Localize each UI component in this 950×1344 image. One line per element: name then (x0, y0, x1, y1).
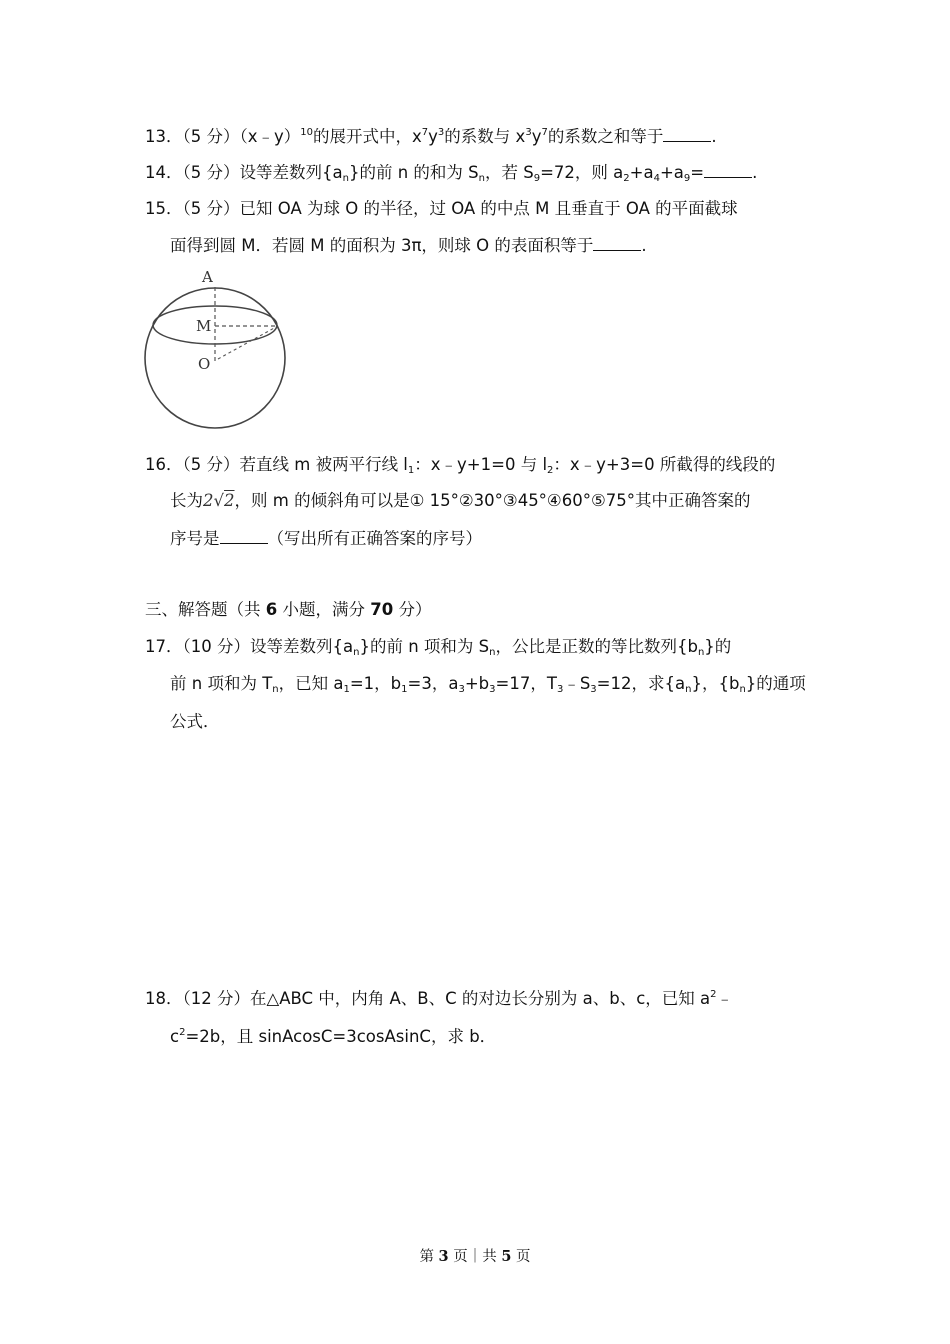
page-footer (0, 1245, 950, 1266)
superscript: 2 (710, 989, 717, 1000)
text: ，公比是正数的等比数列{b (495, 637, 698, 656)
text: 的系数与 x (444, 127, 526, 146)
text: }的 (704, 637, 732, 656)
question-14 (145, 161, 757, 185)
subscript: 1 (401, 684, 408, 695)
text: ﹣ (716, 989, 734, 1008)
text: 的系数之和等于 (547, 127, 664, 146)
text: 页｜共 (448, 1249, 502, 1265)
text: 序号是 (170, 529, 220, 548)
answer-blank[interactable] (593, 236, 641, 251)
question-13 (145, 125, 717, 149)
superscript: 3 (437, 127, 445, 138)
total-pages: 5 (501, 1248, 512, 1265)
point-o-label: O (198, 355, 211, 373)
text: = (690, 163, 705, 182)
text: 分） (393, 600, 432, 619)
text: }的前 n 的和为 S (348, 163, 479, 182)
question-number: 16． (145, 455, 183, 474)
text: ，若 S (484, 163, 534, 182)
text: 设等差数列{a (250, 637, 354, 656)
subscript: 4 (653, 173, 660, 184)
text: 页 (511, 1249, 531, 1265)
score: （5 分） (182, 127, 240, 146)
subscript: 3 (556, 684, 564, 695)
question-18-line-2 (170, 1025, 496, 1049)
subscript: 1 (343, 684, 350, 695)
text: =12，求{a (596, 674, 686, 693)
question-17-line-3 (170, 710, 220, 734)
text: =1，b (349, 674, 402, 693)
question-16 (145, 453, 775, 477)
subscript: n (739, 684, 746, 695)
answer-blank[interactable] (663, 127, 711, 142)
text: 第 (419, 1249, 439, 1265)
section-heading (145, 598, 431, 622)
text: 在△ABC 中，内角 A、B、C 的对边长分别为 a、b、c，已知 a (250, 989, 711, 1008)
subscript: n (685, 684, 692, 695)
subscript: 9 (683, 173, 691, 184)
text: ：x﹣y+3=0 所截得的线段的 (553, 455, 776, 474)
subscript: 2 (547, 465, 554, 476)
answer-blank[interactable] (220, 529, 268, 544)
question-number: 15． (145, 199, 183, 218)
point-a-label: A (202, 268, 213, 286)
text: y (428, 127, 438, 146)
superscript: 7 (421, 127, 429, 138)
question-17 (145, 635, 731, 659)
text: }，{b (691, 674, 740, 693)
score: （10 分） (182, 637, 250, 656)
subscript: n (342, 173, 349, 184)
subscript: 1 (407, 465, 415, 476)
text: c (170, 1027, 180, 1046)
question-15 (145, 197, 738, 221)
text: （x﹣y） (239, 127, 301, 146)
superscript: 10 (300, 127, 314, 138)
subscript: 3 (489, 684, 496, 695)
sqrt-expression: 2√2 (203, 491, 235, 510)
text: 的展开式中，x (313, 127, 422, 146)
text: . (752, 163, 758, 182)
text: =17，T (495, 674, 557, 693)
text: +b (464, 674, 490, 693)
answer-blank[interactable] (704, 163, 752, 178)
point-m-label: M (196, 317, 212, 335)
text: ：x﹣y+1=0 与 l (414, 455, 548, 474)
text: 长为 (170, 491, 203, 510)
text: }的前 n 项和为 S (359, 637, 490, 656)
text: . (641, 236, 647, 255)
sphere-diagram (140, 265, 295, 435)
question-15-line-2 (170, 234, 647, 258)
question-number: 17． (145, 637, 183, 656)
text: ，已知 a (278, 674, 344, 693)
question-17-line-2 (170, 672, 806, 696)
text: 小题，满分 (277, 600, 371, 619)
page-number: 3 (438, 1248, 449, 1265)
text: （写出所有正确答案的序号） (267, 529, 482, 548)
question-number: 13． (145, 127, 183, 146)
text: ﹣S (563, 674, 591, 693)
subscript: 2 (623, 173, 630, 184)
text: 设等差数列{a (239, 163, 343, 182)
text: 已知 OA 为球 O 的半径，过 OA 的中点 M 且垂直于 OA 的平面截球 (239, 199, 738, 218)
text: =72，则 a (540, 163, 624, 182)
text: 面得到圆 M．若圆 M 的面积为 3π，则球 O 的表面积等于 (170, 236, 594, 255)
sqrt-radicand: 2 (224, 491, 235, 510)
text: y (531, 127, 542, 146)
score: （5 分） (182, 163, 240, 182)
subscript: n (478, 173, 485, 184)
total-score: 70 (370, 600, 394, 619)
text: +a (629, 163, 654, 182)
subscript: 3 (590, 684, 597, 695)
subscript: 9 (533, 173, 541, 184)
score: （5 分） (182, 199, 240, 218)
score: （5 分） (182, 455, 240, 474)
superscript: 3 (525, 127, 532, 138)
text: . (711, 127, 717, 146)
question-18 (145, 987, 733, 1011)
text: 公式． (170, 712, 220, 731)
question-16-line-3 (170, 527, 482, 551)
question-count: 6 (265, 600, 278, 619)
question-number: 14． (145, 163, 183, 182)
superscript: 7 (541, 127, 548, 138)
text: 前 n 项和为 T (170, 674, 273, 693)
question-number: 18． (145, 989, 183, 1008)
text: +a (659, 163, 684, 182)
text: =3，a (407, 674, 459, 693)
text: =2b，且 sinAcosC=3cosAsinC，求 b． (185, 1027, 497, 1046)
text: 若直线 m 被两平行线 l (239, 455, 408, 474)
score: （12 分） (182, 989, 250, 1008)
subscript: n (697, 647, 705, 658)
superscript: 2 (179, 1027, 186, 1038)
subscript: 3 (458, 684, 465, 695)
sqrt-coefficient: 2 (203, 491, 214, 510)
question-16-line-2 (170, 489, 751, 513)
subscript: n (353, 647, 360, 658)
text: }的通项 (745, 674, 806, 693)
subscript: n (489, 647, 496, 658)
text: ，则 m 的倾斜角可以是① 15°②30°③45°④60°⑤75°其中正确答案的 (234, 491, 751, 510)
subscript: n (272, 684, 279, 695)
text: 三、解答题（共 (145, 600, 266, 619)
